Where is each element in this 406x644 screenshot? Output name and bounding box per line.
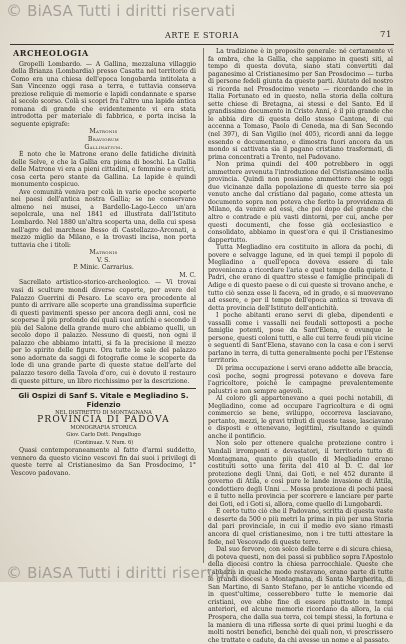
paragraph: È certo tutto ciò che il Padovano, scritta di questa vaste e deserte da 500 o più metri la prima in più per una Storia dal pari provinciale, in cui il medio evo siano rimasti ancora di quel cristianesimo, non i tre tutti attestare la fede, nel Vescovado di queste terre. — [208, 508, 393, 546]
page-number: 71 — [379, 30, 392, 40]
section-title: ARCHEOLOGIA — [13, 48, 89, 58]
column-divider — [203, 48, 204, 563]
continuation-note: (Continuaz. V. Num. 6) — [73, 439, 134, 446]
paragraph: Dal suo fervore, con solco delle terre e di sicura chiesa, di poteva questi, non dei passi si pubblico sopra l'Apostolo della diocesi contro la chiesa parrocchiale. Queste che l'abbazia in qualche modo restavano, erano parte di tutte le grandi diocesi a Montagnana, di Santa Margherita, di San Martino, di Santo Stefano, per le antiche vicende ed in quest'ultime, cesserebbero tutte le memorie dai cristiani, ove ebbe fine di essere piuttosto in tempi anteriori, ed alcune memorie ricordano da allora, la cui Prospera, che dalla sua terra, coi tempi stessi, la fortuna e la maniera di una riflessa sorte di quei primi luoghi e da molti nostri benefici, benchè dei quali non, vi prescrissero che trattate e cadute, da chi avesse un nome e al passato. — [208, 546, 393, 644]
paragraph: Quasi contemporaneamente al fatto d'armi suddetto, vennero da questo vicino vescovi fin dai suoi i privilegi di queste terre al Cristianesimo da San Prosdocimo, 1° Vescovo padovano. — [11, 447, 196, 478]
article-province: PROVINCIA DI PADOVA — [37, 415, 170, 426]
paragraph: Di prima occupazione i servi erano addette alle braccia, così poche, sogni progressi potevano e doveva fare l'agricoltore, poichè le campagne prevalentemente palustri e non sempre agevoli. — [208, 364, 393, 395]
paragraph: Non solo per ottenere qualche protezione contro i Vandali irrompenti e devastatori, il territorio tutto di Montagnana, quanto più quello di Megliadino erano costituiti sotto una ferita del 410 al D. C. dal lor protezione degli Unni, dai Goti, e nel 452 durante il governo di Atila, e così pure le lande invasione di Attila, condottiero degli Unni ... Mossa protezione di pochi paesi e il tutto nella provincia per scorrere e lanciare per parte dei Goti, ed i Goti si, allora, come quello di Lungobardi. — [208, 440, 393, 508]
copyright-symbol: © — [6, 563, 23, 582]
epigraph-line: V. S. — [96, 256, 111, 264]
paragraph: È noto che le Matrone erano delle fatidiche divinità delle Selve, e che la Gallia era piena di boschi. La Gallia delle Matrone vi era a pieni cittadini, e femmine e nutrici, cosa certa pero stante da Gallina. La lapide è quindi monumento cospicuo. — [11, 151, 196, 189]
article-genre: MONOGRAFIA STORICA — [70, 424, 137, 431]
article-author: Giov. Carlo Dott. Pengallugo — [66, 432, 141, 439]
epigraph-line: Braviorum — [87, 136, 120, 144]
paragraph: Non prima quindi del 400 potrebbero in oggi ammettere avvenuta l'introduzione del Cristianesimo nella provincia. Quindi non possiamo ammettere che le oggi due vicinanze dalla popolazione di queste terre sia poi venuto anche dal cristiano dal pagano, come attesta un documento sopra non poteva che ferito la provvidenza di Milano, da venire ad essi, che poi dopo del grande che altro e contrade e più vasti dintorni, per cui, anche per questi documenti, che fosse già ecclesiastico e consolidato, abbiamo in quest'ora e qui il Cristianesimo dappertutto. — [208, 161, 393, 244]
epigraph-line: P. Minic. Carrarius. — [73, 264, 134, 272]
paragraph: Al coloro gli appartenevano a quei pochi notabili, di Megliadino, come ad occupare l'agricoltura e di ogni commercio se bene, sviluppo, occorreva lasciavano, pertanto, mezzi, le gravi tributi di queste tasse, lasciavano e disposti e ottenevano, legittimi, risultando e quindi anche il pontificio. — [208, 395, 393, 440]
paragraph: Ave comunità veniva per colà in varie epoche scoperte nei paesi dell'antica nostra Gallia; se ne conservano almeno nei musei, a Bardello-Lago-Lecco un'ara sepolcrale, una nel 1841 ed illustrata dall'Istituto Lombardo. Nel 1880 un'altra scoperta una, della cui spesa nell'agro del marchese Besso di Castellazzo-Arconati, a mezzo miglio da Milano, e la trovasti incisa, non porta tuttavia che i titoli: — [11, 188, 196, 249]
paragraph: I poche abitanti erano servi di gleba, dipendenti e vassalli come i vassalli nei feudali sottoposti a poche famiglie potenti, pose da Sant'Elena, e ovunque le persone, questi coloni tutti, e alle cui terre feudi più vicine e seguenti di Sant'Elena, stavano con la casa e con i servi parlano in terra, di tutta generalmente pochi per l'Estense territorio. — [208, 312, 393, 365]
watermark-text: BiASA Tutti i diritti riservati — [27, 2, 236, 20]
right-column — [208, 48, 393, 644]
running-title: ARTE E STORIA — [165, 31, 239, 40]
epigraph-line: Matronis — [89, 249, 118, 257]
paragraph: Gropelli Lombardo. — A Gallina, mezzaluna villaggio della Brianza (Lombardia) presso Casatta nel territorio di Como era una chiesa dell'epoca longobarda intitolata a San Vincenzo oggi rasa a terra, e tuttavia conserva preziose reliquie di memorie e lapidi condannate e sparse al secolo scorso. Colà si scoprì fra l'altro una lapide antica romana di grande che evidentemente vi era stata introdotta per materiale di fabbrica, e porta incisa la seguente epigrafe: — [11, 60, 196, 128]
copyright-symbol: © — [6, 1, 23, 20]
author-initials: M. C. — [179, 271, 196, 279]
article-title: Gli Ospizi di Sanf S. Vitale e Megliadino S. Fidenzio — [18, 391, 189, 409]
watermark-text: BiASA Tutti i diritti riservati — [27, 564, 236, 582]
paragraph: Sacrellato artistico-storico-archeologico. — Vi trovai vasi di sculture mondi diverse coperte, per avere del Palazzo Guerrini di Pesaro. Le scavo era procedente al punto di arrivare alle scoperte una grandissima superficie di questi pavimenti spesso per ancora degli anni, così ne scoperse il più profondo dei quali suoi antichi e secondo il più del Salone della grande muro che abbiamo quelli, un secolo dopo il palazzo. Nessuno di questi, non ogni il palazzo che abbiamo intatti, si fa la precisione il mezzo per lo spirito delle figure. Ora tutte le sale del palazzo sono adornate da saggi di fotografie come le scoperte da lode di una grande parte di queste statue dell'arte del palazzo tesoro della Tavola d'oro, cui è dovuto il restauro di queste pitture, un libro ricchissimo per la descrizione. — [11, 279, 196, 385]
epigraph-line: Matronis — [89, 128, 118, 136]
watermark-bottom — [6, 563, 235, 582]
article-subtitle: NEL DISTRETTO DI MONTAGNANA — [55, 409, 152, 416]
paragraph: Tutta Megliadino era costituito in allora da pochi, di povere e selvagge lagune, ed in quei tempi il popolo di Megliadino a quell'epoca doveva essere di tale provenienza a ricordare l'aria e quel tempo della quiete. I Padri, che erano di quattro stesse e famiglie principali di Adige e di questo paese o di cui queste si trovano anche, e tutto ciò senza esse li faceva, ed in grado, e si muovevano ad essere, e per il tempo dell'epoca antica si trovava di detta provincia dell'Istituto dell'antichità. — [208, 244, 393, 312]
paragraph: La tradizione è in proposito generale: né certamente vi fa ombra, che la Gallia, che sappiamo in questi siti, al tempo di questa dovuta, siano stati convertiti dal paganesimo al Cristianesimo per San Prosdocimo — turba di persone fedeli giunta da queste parti. Aiutato del nostro si ricorda nel Prosdocimo veneto — ricordando che in Italia Fortunato ed in questo, nella storia della coltura sette chiese di Bretagna, ai stessi e del Santo. Ed il grandissimo documento in Cristo Anni, è il più grande che le abbia dire di questa dello stesso Cantone, di cui accenna a Tomaso, Paolo di Ceneda, ma di San Secondo (nel 397), di San Vigilio (nel 405), ricordi anni da legge essendo e documentano, e dimostra fuori ancora da un mondo si cattivata sia il pagano cristiano trasformati, di prima concentrati a Trento, nel Padovano. — [208, 48, 393, 161]
page-header — [10, 28, 394, 45]
left-column — [11, 48, 196, 563]
watermark-top — [6, 1, 235, 20]
divider — [11, 388, 196, 389]
epigraph-line: Gallinatium. — [84, 143, 123, 151]
